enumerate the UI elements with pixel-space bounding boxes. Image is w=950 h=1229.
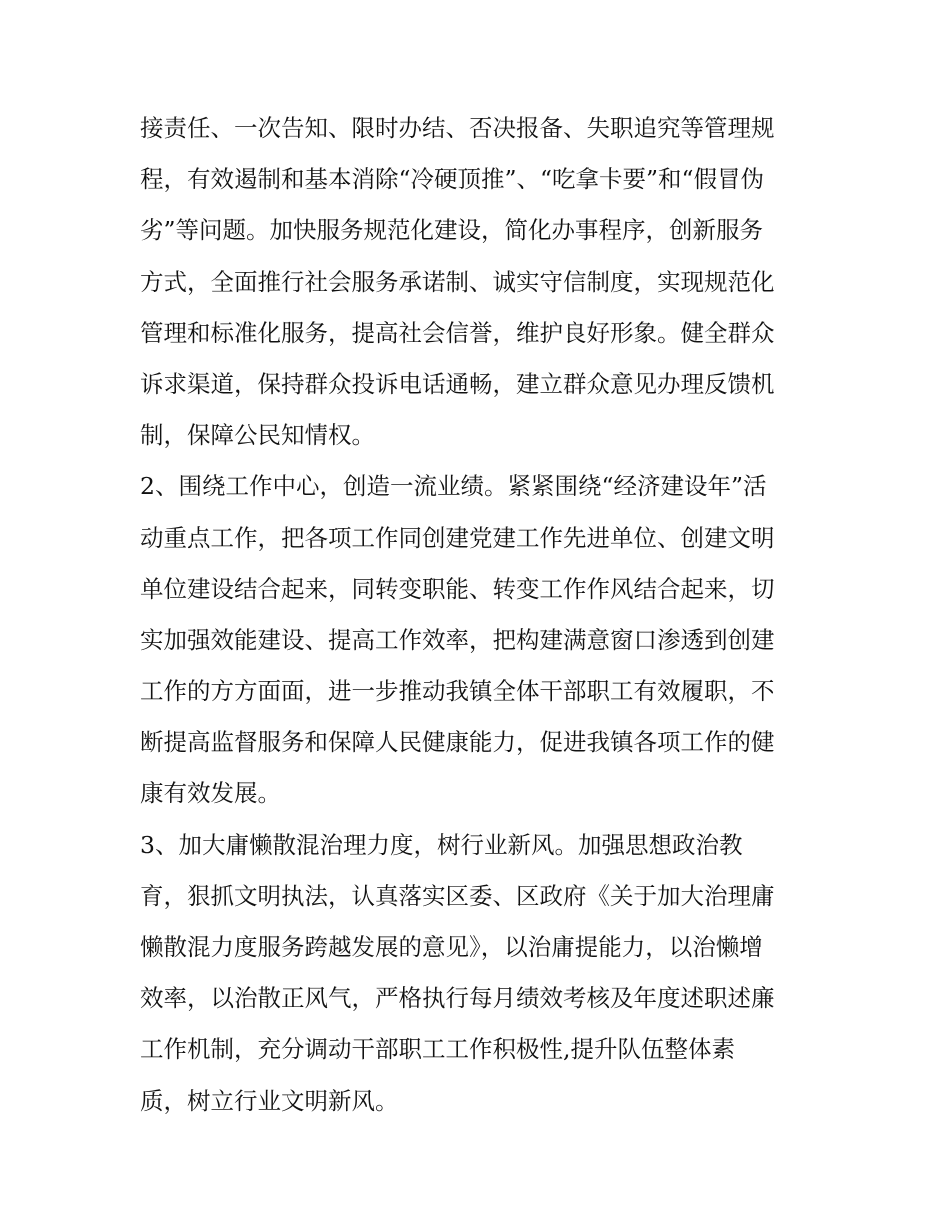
text-line: 工作的方方面面，进一步推动我镇全体干部职工有效履职，不 bbox=[140, 677, 775, 706]
text-line: 动重点工作，把各项工作同创建党建工作先进单位、创建文明 bbox=[140, 523, 775, 552]
text-line: 劣”等问题。加快服务规范化建设，简化办事程序，创新服务 bbox=[140, 216, 764, 245]
text-line: 单位建设结合起来，同转变职能、转变工作作风结合起来，切 bbox=[140, 574, 775, 603]
text-line: 断提高监督服务和保障人民健康能力，促进我镇各项工作的健 bbox=[140, 728, 775, 757]
text-line: 诉求渠道，保持群众投诉电话通畅，建立群众意见办理反馈机 bbox=[140, 369, 775, 398]
text-line: 实加强效能建设、提高工作效率，把构建满意窗口渗透到创建 bbox=[140, 625, 775, 654]
text-line: 方式，全面推行社会服务承诺制、诚实守信制度，实现规范化 bbox=[140, 267, 775, 296]
text-line: 制，保障公民知情权。 bbox=[140, 421, 375, 450]
text-line: 2、围绕工作中心，创造一流业绩。紧紧围绕“经济建设年”活 bbox=[140, 472, 767, 501]
text-line: 工作机制，充分调动干部职工工作积极性,提升队伍整体素 bbox=[140, 1035, 735, 1064]
text-line: 质，树立行业文明新风。 bbox=[140, 1086, 399, 1115]
text-line: 效率，以治散正风气，严格执行每月绩效考核及年度述职述廉 bbox=[140, 984, 775, 1013]
text-line: 程，有效遏制和基本消除“冷硬顶推”、“吃拿卡要”和“假冒伪 bbox=[140, 165, 765, 194]
text-line: 育，狠抓文明执法，认真落实区委、区政府《关于加大治理庸 bbox=[140, 881, 775, 910]
text-line: 3、加大庸懒散混治理力度，树行业新风。加强思想政治教 bbox=[140, 830, 743, 859]
text-line: 懒散混力度服务跨越发展的意见》，以治庸提能力，以治懒增 bbox=[140, 933, 763, 961]
text-line: 接责任、一次告知、限时办结、否决报备、失职追究等管理规 bbox=[140, 114, 775, 142]
text-line: 康有效发展。 bbox=[140, 779, 281, 808]
body-text bbox=[140, 103, 820, 1127]
text-line: 管理和标准化服务，提高社会信誉，维护良好形象。健全群众 bbox=[140, 318, 775, 347]
